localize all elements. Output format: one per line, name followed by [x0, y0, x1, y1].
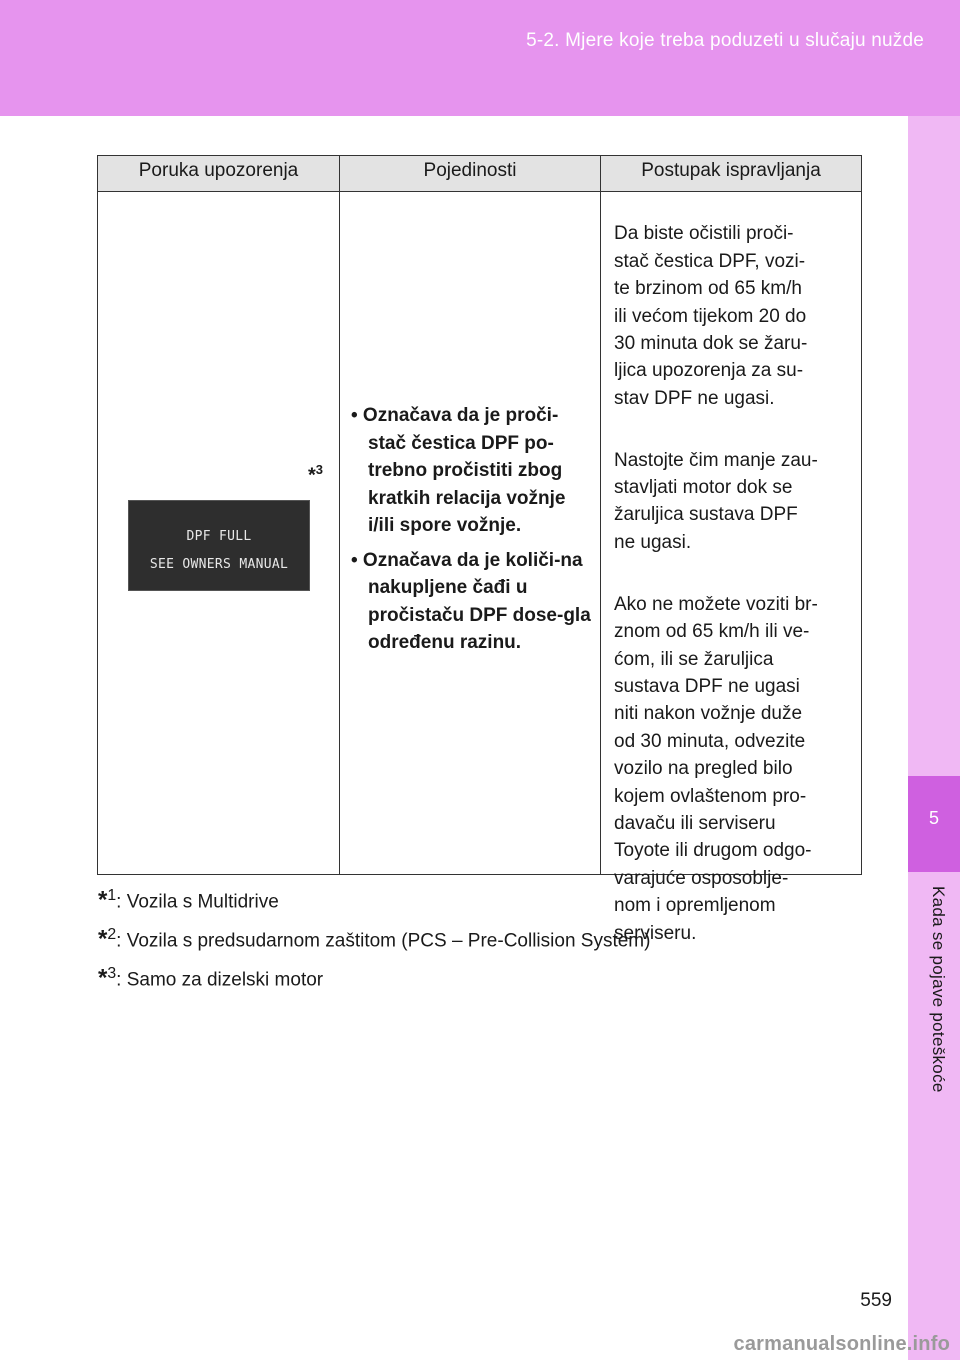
correction-paragraph: Nastojte čim manje zau- stavljati motor dok se žaruljica sustava DPF ne ugasi. [614, 449, 818, 553]
display-text-line: DPF FULL [186, 529, 252, 544]
column-header-warning-message: Poruka upozorenja [138, 160, 299, 181]
footnotes [98, 880, 798, 996]
column-divider [600, 156, 601, 874]
footnote-item: *$^1$: Vozila s Multidrive [98, 886, 279, 914]
column-divider [339, 156, 340, 874]
footnote-item: *$^2$: Vozila s predsudarnom zaštitom (PCS – Pre-Collision System) [98, 925, 651, 953]
dpf-warning-display-image [128, 500, 310, 591]
correction-paragraph: Ako ne možete voziti br- znom od 65 km/h ili ve- ćom, ili se žaruljica sustava DPF ne ugasi niti nakon vožnje duže od 30 minuta, odvezite vozilo na pregled bilo kojem ovlaštenom pro- davaču ili serviseru Toyote ili drugom odgo- varajuće osposoblje- nom i opremljenom serviseru. [614, 593, 818, 944]
header-bar [0, 0, 960, 116]
table-header [98, 156, 861, 192]
correction-cell [614, 193, 854, 981]
column-header-details: Pojedinosti [423, 160, 517, 181]
detail-bullet: • Označava da je količi-na nakupljene čađi u pročistaču DPF dose-gla određenu razinu. [351, 549, 591, 653]
page-number: 559 [860, 1290, 892, 1311]
details-cell [351, 402, 595, 664]
chapter-label: Kada se pojave poteškoće [929, 886, 948, 1093]
section-title: 5-2. Mjere koje treba poduzeti u slučaju nužde [526, 30, 924, 51]
display-text-line: SEE OWNERS MANUAL [149, 557, 289, 572]
chapter-number: 5 [928, 808, 939, 828]
side-tab-background [908, 116, 960, 1360]
footnote-item: *$^3$: Samo za dizelski motor [98, 963, 324, 991]
detail-bullet: • Označava da je proči- stač čestica DPF po- trebno pročistiti zbog kratkih relacija vožnje i/ili spore vožnje. [351, 405, 566, 536]
column-header-correction: Postupak ispravljanja [641, 160, 821, 181]
watermark: carmanualsonline.info [733, 1333, 950, 1355]
footnote-reference: *$^3$ [308, 462, 324, 487]
correction-paragraph: Da biste očistili proči- stač čestica DPF, vozi- te brzinom od 65 km/h ili većom tijekom 20 do 30 minuta dok se žaru- ljica upozorenja za su- stav DPF ne ugasi. [614, 223, 808, 409]
